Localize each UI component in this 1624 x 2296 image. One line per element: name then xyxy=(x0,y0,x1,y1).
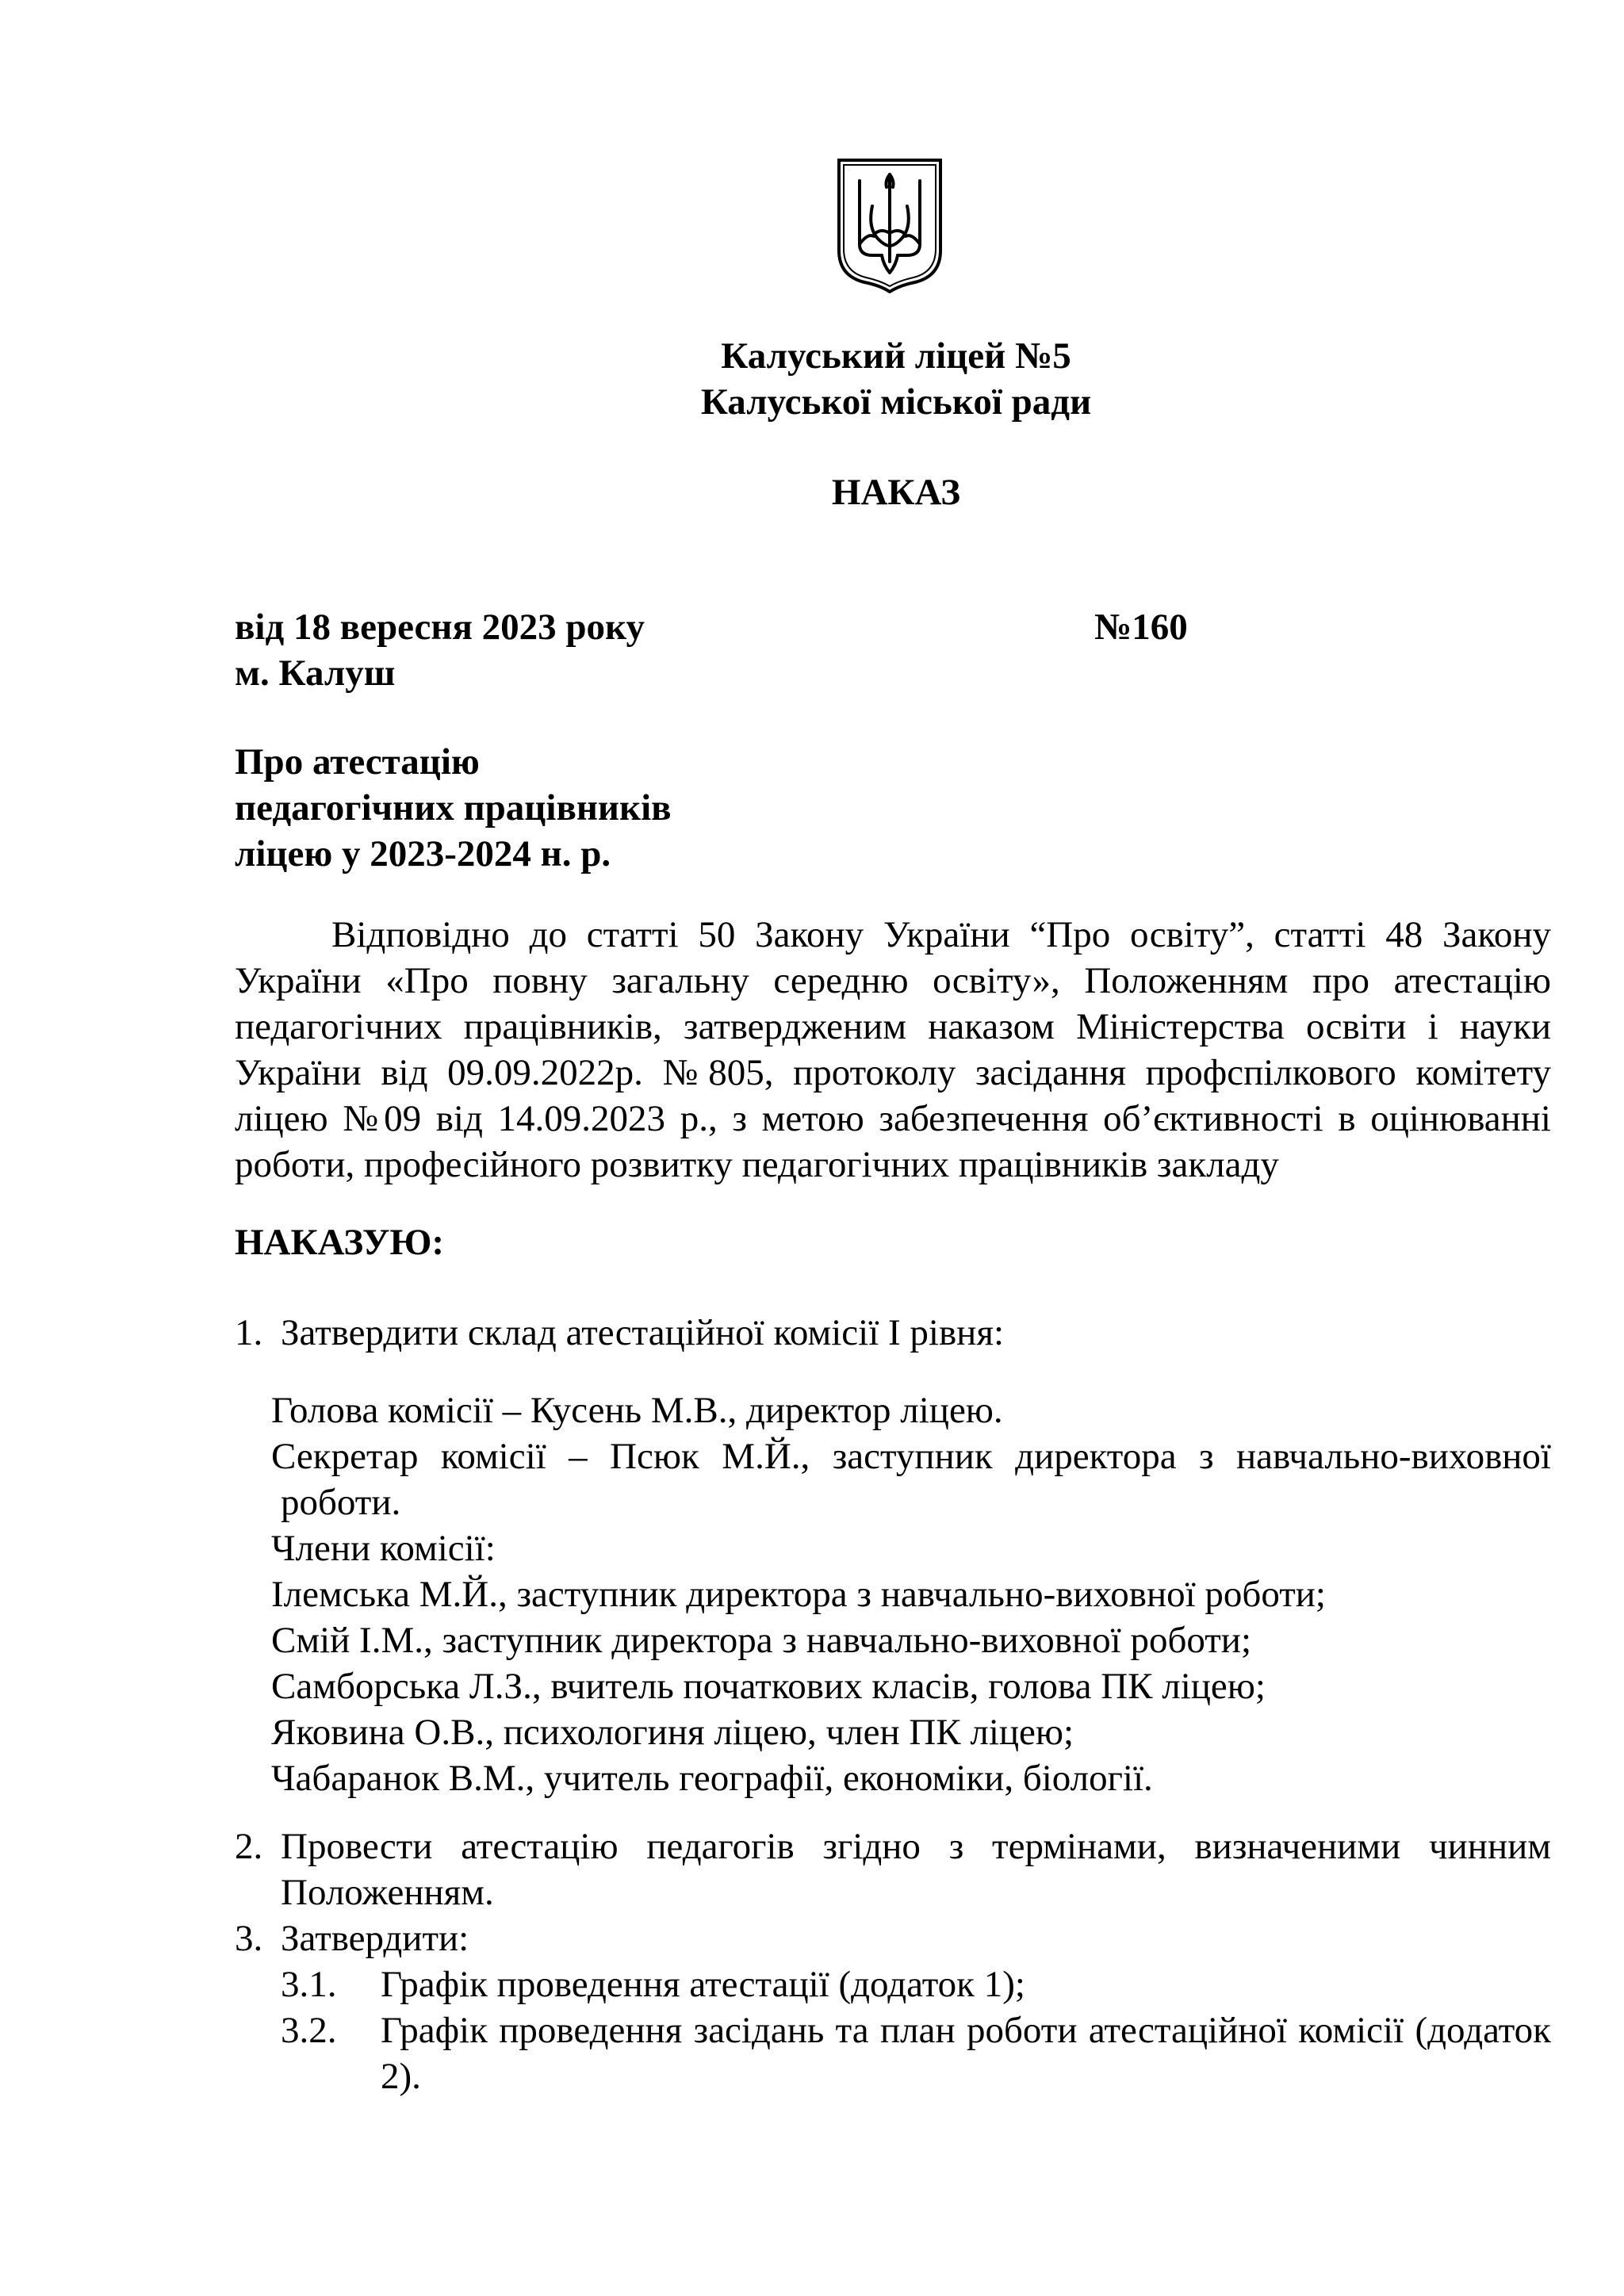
commission-secretary-continued: роботи. xyxy=(281,1482,401,1523)
commission-member: Смій І.М., заступник директора з навчально-виховної роботи; xyxy=(271,1620,1251,1661)
organization-line-1: Калуський ліцей №5 xyxy=(721,335,1071,377)
commission-member: Самборська Л.З., вчитель початкових класів, голова ПК ліцею; xyxy=(271,1666,1266,1707)
item-text: Провести атестацію педагогів згідно з термінами, визначеними чинним Положенням. xyxy=(281,1826,1551,1913)
item-text: Затвердити: xyxy=(281,1918,469,1959)
commission-members-label: Члени комісії: xyxy=(271,1528,496,1569)
document-type: НАКАЗ xyxy=(831,472,961,513)
sub-item-number: 3.1. xyxy=(281,1964,337,2005)
item-number: 1. xyxy=(235,1312,263,1353)
item-text: Затвердити склад атестаційної комісії I рівня: xyxy=(281,1312,1005,1353)
commission-chair: Голова комісії – Кусень М.В., директор ліцею. xyxy=(271,1390,1003,1431)
sub-item-number: 3.2. xyxy=(281,2010,337,2051)
commission-member: Ілемська М.Й., заступник директора з навчально-виховної роботи; xyxy=(271,1574,1326,1615)
subject-line-3: ліцею у 2023-2024 н. р. xyxy=(235,833,611,874)
organization-name xyxy=(0,333,1624,425)
sub-item-text: Графік проведення засідань та план роботи атестаційної комісії (додаток 2). xyxy=(381,2010,1551,2097)
order-date: від 18 вересня 2023 року xyxy=(235,607,645,648)
commission-member: Яковина О.В., психологиня ліцею, член ПК ліцею; xyxy=(271,1712,1074,1753)
order-heading: НАКАЗУЮ: xyxy=(235,1222,445,1263)
order-subject xyxy=(235,739,672,877)
item-number: 3. xyxy=(235,1918,263,1959)
commission-secretary: Секретар комісії – Псюк М.Й., заступник директора з навчально-виховної xyxy=(271,1436,1551,1477)
organization-line-2: Калуської міської ради xyxy=(700,381,1092,423)
subject-line-1: Про атестацію xyxy=(235,741,480,783)
coat-of-arms-icon xyxy=(836,157,944,293)
order-number: №160 xyxy=(1094,607,1188,648)
order-city: м. Калуш xyxy=(235,652,396,694)
subject-line-2: педагогічних працівників xyxy=(235,787,672,828)
item-number: 2. xyxy=(235,1826,263,1867)
preamble-paragraph: Відповідно до статті 50 Закону України “Про освіту”, статті 48 Закону України «Про повну загальну середню освіту», Положенням про атестацію педагогічних працівників, затвердженим наказом Міністерства освіти і науки України від 09.09.2022р. №805, протоколу засідання профспілкового комітету ліцею №09 від 14.09.2023 р., з метою забезпечення об’єктивності в оцінюванні роботи, професійного розвитку педагогічних працівників закладу xyxy=(235,914,1551,1185)
sub-item-text: Графік проведення атестації (додаток 1); xyxy=(381,1964,1025,2005)
commission-member: Чабаранок В.М., учитель географії, економіки, біології. xyxy=(271,1758,1153,1799)
